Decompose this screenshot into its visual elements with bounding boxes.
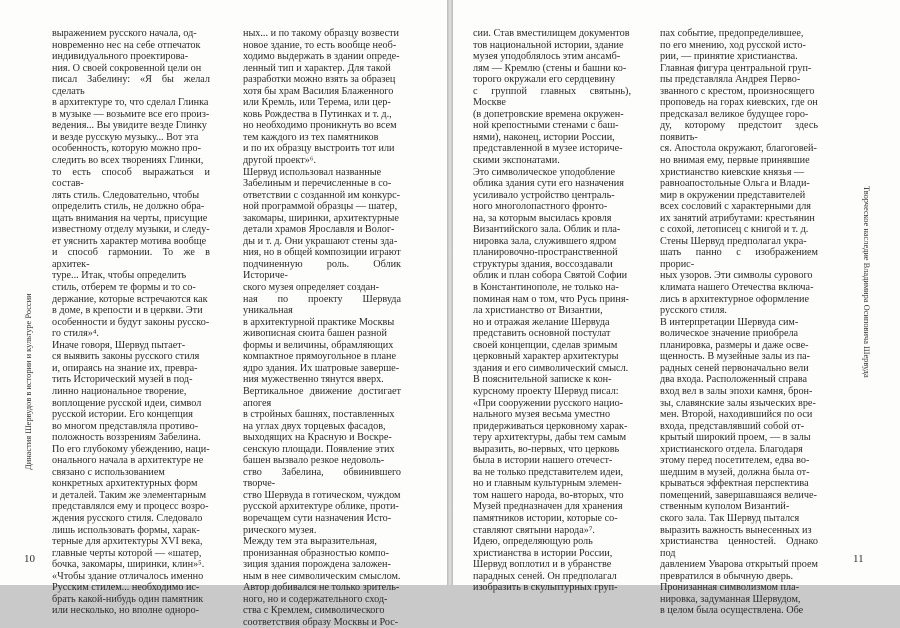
text-line: щать внимания на черты, присущие <box>52 212 208 224</box>
text-line: выразить, во-первых, что церковь <box>473 443 620 455</box>
text-line: ла христианство от Византии, <box>473 305 603 317</box>
text-line: главные черты которой — «шатер, <box>52 547 202 559</box>
text-line: волическое значение приобрела <box>660 328 799 340</box>
text-line: два входа. Расположенный справа <box>660 374 808 386</box>
text-line: лишь использовать формы, харак- <box>52 524 200 536</box>
text-line: В интерпретации Шервуда сим- <box>660 316 799 328</box>
text-line: но внимая ему, первые принявшие <box>660 155 810 167</box>
text-line: ство Забелина, обвинившего творче- <box>243 466 401 490</box>
text-line: другой проект»⁶. <box>243 155 316 167</box>
text-line: русской архитектуре облике, проти- <box>243 501 399 513</box>
text-line: проповедь на горах киевских, где он <box>660 97 818 109</box>
text-line: планировка, размеры и даже осве- <box>660 339 809 351</box>
text-line: званного с крестом, произносящего <box>660 85 815 97</box>
text-line: представленной в музее историче- <box>473 143 623 155</box>
text-line: с сохой, летописец с книгой и т. д. <box>660 224 809 236</box>
text-line: была в истории нашего отечест- <box>473 455 613 467</box>
text-line: превратился в обычную дверь. <box>660 570 794 582</box>
text-line: Между тем эта выразительная, <box>243 536 377 548</box>
right-page-number: 11 <box>853 553 864 565</box>
text-line: индивидуального проектирова- <box>52 51 189 63</box>
text-line: планировочно-пространственной <box>473 247 618 259</box>
text-line: ся выявить законы русского стиля <box>52 351 200 363</box>
text-line: шедшим в музей, должна была от- <box>660 466 810 478</box>
text-line: лям — Кремлю (стены и башни ко- <box>473 62 627 74</box>
right-column-1 <box>473 28 631 594</box>
text-line: парадных сеней. Он предполагал <box>473 570 617 582</box>
text-line: компактное прямоугольное в плане <box>243 351 396 363</box>
text-line: воплощение русской идеи, символ <box>52 397 202 409</box>
text-line: давлением Уварова открытый проем <box>660 559 818 571</box>
text-line: по его мнению, ход русской исто- <box>660 39 806 51</box>
text-line: Забелиным и перечисленные в со- <box>243 178 392 190</box>
text-line: и способ гармонии. То же в архитек- <box>52 247 210 270</box>
text-line: том нашего народа, во-вторых, что <box>473 489 624 501</box>
text-line: го стиля»⁴. <box>52 328 99 340</box>
text-line: нального музея весьма уместно <box>473 409 611 421</box>
text-line: в музыке — возьмите все его произ- <box>52 108 210 120</box>
text-line: лись в архитектурное оформление <box>660 293 810 305</box>
text-line: крытый широкий проем, — в залы <box>660 432 811 444</box>
text-line: формы и величины, обрамляющих <box>243 339 394 351</box>
text-line: бочка, закомары, ширинки, клин»⁵. <box>52 559 205 571</box>
text-line: башен вызвало резкое недоволь- <box>243 455 385 467</box>
text-line: ядро здания. Их шатровые заверше- <box>243 362 400 374</box>
text-line: на углах двух торцевых фасадов, <box>243 420 386 432</box>
text-line: нировка, задуманная Шервудом, <box>660 593 801 605</box>
text-line: воречащем сути назначения Исто- <box>243 512 392 524</box>
text-line: или несколько, но вполне одноро- <box>52 605 200 617</box>
text-line: мен. Второй, находившийся по оси <box>660 409 813 421</box>
text-line: линно национальное творение, <box>52 385 187 397</box>
text-line: ся. Апостола окружают, благоговей- <box>660 143 817 155</box>
text-line: но и главным культурным элемен- <box>473 478 622 490</box>
text-line: ния, но в общей композиции играют <box>243 247 401 259</box>
text-line: в Константинополе, не только на- <box>473 282 619 294</box>
text-line: сенскую площади. Появление этих <box>243 443 395 455</box>
text-line: Стены Шервуд предполагал укра- <box>660 235 807 247</box>
text-line: усиливало устройство централь- <box>473 189 615 201</box>
text-line: «Чтобы здание отличалось именно <box>52 570 204 582</box>
text-line: ного многолопастного фронто- <box>473 201 608 213</box>
text-line: ным в нее символическим смыслом. <box>243 570 401 582</box>
text-line: туре... Итак, чтобы определить <box>52 270 187 282</box>
text-line: церковный характер архитектуры <box>473 351 619 363</box>
text-line: По его глубокому убеждению, наци- <box>52 443 210 455</box>
left-page-number: 10 <box>24 553 35 565</box>
text-line: разработки можно взять за образец <box>243 74 396 86</box>
text-line: живописная сюита башен разной <box>243 328 387 340</box>
text-line: климата нашего Отечества включа- <box>660 282 814 294</box>
text-line: закомары, ширинки, архитектурные <box>243 212 399 224</box>
text-line: онального начала в архитектуре не <box>52 455 204 467</box>
text-line: ния. О своей сокровенной цели он <box>52 62 202 74</box>
text-line: христианского отдела. Благодаря <box>660 443 803 455</box>
left-column-2 <box>243 28 401 628</box>
text-line: в целом была осуществлена. Обе <box>660 605 804 617</box>
right-column-2 <box>660 28 818 617</box>
text-line: брать какой-нибудь один памятник <box>52 593 204 605</box>
text-line: вход вел в залы эпохи камня, брон- <box>660 385 813 397</box>
text-line: ная по проекту Шервуда уникальная <box>243 293 401 317</box>
text-line: ду, которому предстоит здесь появить- <box>660 120 818 143</box>
text-line: помещений, завершавшаяся величе- <box>660 489 817 501</box>
text-line: выходящих на Красную и Воскре- <box>243 432 392 444</box>
text-line: рического музея. <box>243 524 317 536</box>
text-line: Русским стилем... необходимо ис- <box>52 582 200 594</box>
text-line: придерживаться церковному харак- <box>473 420 628 432</box>
text-line: новременно нес на себе отпечаток <box>52 39 201 51</box>
text-line: тов национальной истории, здание <box>473 39 624 51</box>
text-line: Вертикальное движение достигает апогея <box>243 385 401 409</box>
text-line: ной программой образцы — шатер, <box>243 201 398 213</box>
text-line: христианства ценностей. Однако под <box>660 536 818 559</box>
text-line: памятников истории, которые со- <box>473 512 618 524</box>
text-line: облик и план собора Святой Софии <box>473 270 628 282</box>
text-line: их занятий атрибутами: крестьянин <box>660 212 815 224</box>
text-line: ственным куполом Византий- <box>660 501 790 513</box>
text-line: Иначе говоря, Шервуд пытает- <box>52 339 186 351</box>
text-line: представлялся ему и процесс возро- <box>52 501 209 513</box>
text-line: конкретных архитектурных форм <box>52 478 198 490</box>
text-line: то есть способ выражаться и состав- <box>52 166 210 190</box>
text-line: торого окружали его сердцевину <box>473 74 616 86</box>
text-line: новое здание, то есть вообще необ- <box>243 39 397 51</box>
text-line: облика здания сути его назначения <box>473 178 624 190</box>
text-line: ных... и по такому образцу возвести <box>243 28 400 39</box>
text-line: мир в окружении представителей <box>660 189 806 201</box>
text-line: и деталей. Таким же элементарным <box>52 489 207 501</box>
text-line: здания и его символический смысл. <box>473 362 629 374</box>
text-line: представить основной постулат <box>473 328 611 340</box>
text-line: терные для архитектуры XVI века, <box>52 536 203 548</box>
text-line: особенности и будут законы русско- <box>52 316 210 328</box>
text-line: пы представляла Андрея Перво- <box>660 74 801 86</box>
text-line: и, опираясь на знание их, превра- <box>52 362 198 374</box>
text-line: писал Забелину: «Я бы желал сделать <box>52 74 210 97</box>
text-line: детали храмов Ярославля и Волог- <box>243 224 395 236</box>
text-line: предсказал великое будущее горо- <box>660 108 809 120</box>
text-line: ного, но и содержательного сход- <box>243 593 388 605</box>
text-line: крываться эффектная перспектива <box>660 478 809 490</box>
text-line: христианство киевские князья — <box>660 166 805 178</box>
text-line: в доме, в крепости и в церкви. Эти <box>52 305 203 317</box>
text-line: хотя бы храм Василия Блаженного <box>243 85 394 97</box>
left-running-head: Династия Шервудов в истории и культуре России <box>24 293 33 470</box>
text-line: ства с Кремлем, символического <box>243 605 385 617</box>
text-line: Шервуд использовал названные <box>243 166 382 178</box>
text-line: определить стиль, не должно обра- <box>52 201 205 213</box>
text-line: ведения... Вы увидите везде Глинку <box>52 120 207 132</box>
text-line: ство Шервуда в готическом, чуждом <box>243 489 401 501</box>
text-line: (в допетровские времена окружен- <box>473 108 624 120</box>
text-line: шать панно с изображением прорис- <box>660 247 818 270</box>
text-line: положность воззрениям Забелина. <box>52 432 201 444</box>
text-line: ет уяснить характер мотива вообще <box>52 235 207 247</box>
text-line: ленный тип и характер. Для такой <box>243 62 391 74</box>
text-line: ва не только представителем идеи, <box>473 466 624 478</box>
text-line: поминая нам о том, что Русь приня- <box>473 293 629 305</box>
text-line: ния мужественно тянутся вверх. <box>243 374 384 386</box>
text-line: русской истории. Его концепция <box>52 409 193 421</box>
text-line: стиль, отберем те формы и то со- <box>52 282 196 294</box>
text-line: но необходимо проникнуть во всем <box>243 120 397 132</box>
text-line: скими экспонатами. <box>473 155 560 167</box>
text-line: известному отделу музыки, и следу- <box>52 224 210 236</box>
text-line: во многом представляла противо- <box>52 420 199 432</box>
text-line: на, за которым высилась кровля <box>473 212 612 224</box>
text-line: ждения русского стиля. Следовало <box>52 512 203 524</box>
text-line: соответствия образу Москвы и Рос- <box>243 616 399 628</box>
text-line: следить во всех творениях Глинки, <box>52 155 204 167</box>
text-line: тем каждого из тех памятников <box>243 131 379 143</box>
text-line: равноапостольные Ольга и Влади- <box>660 178 810 190</box>
text-line: нями), наконец, истории России, <box>473 131 615 143</box>
text-line: Главная фигура центральной груп- <box>660 62 812 74</box>
text-line: зы, славянские залы языческих вре- <box>660 397 816 409</box>
right-page <box>453 0 900 617</box>
text-line: в архитектурной практике Москвы <box>243 316 395 328</box>
text-line: особенность, которую можно про- <box>52 143 201 155</box>
text-line: пронизанная образностью компо- <box>243 547 389 559</box>
text-line: подчиненную роль. Облик Историче- <box>243 258 401 282</box>
text-line: своей концепции, сделав зримым <box>473 339 618 351</box>
text-line: ского зала. Так Шервуд пытался <box>660 512 800 524</box>
text-line: держание, которые встречаются как <box>52 293 208 305</box>
left-page <box>0 0 447 628</box>
text-line: входа, представлявший собой от- <box>660 420 805 432</box>
text-line: нировка зала, служившего ядром <box>473 235 617 247</box>
text-line: теру архитектуры, дабы тем самым <box>473 432 627 444</box>
text-line: в архитектуре то, что сделал Глинка <box>52 97 209 109</box>
text-line: Шервуд воплотил и в убранстве <box>473 559 612 571</box>
text-line: этому перед посетителем, едва во- <box>660 455 810 467</box>
text-line: структуры здания, воссоздавали <box>473 258 613 270</box>
text-line: ского музея определяет создан- <box>243 282 379 294</box>
text-line: ной крепостными стенами с баш- <box>473 120 619 132</box>
text-line: Византийского зала. Облик и пла- <box>473 224 621 236</box>
text-line: Музей предназначен для хранения <box>473 501 623 513</box>
text-line: с группой главных святынь), Москве <box>473 85 631 109</box>
text-line: христианства в истории России, <box>473 547 613 559</box>
text-line: В пояснительной записке к кон- <box>473 374 612 386</box>
text-line: зиция здания порождена заложен- <box>243 559 391 571</box>
text-line: Пронизанная символизмом пла- <box>660 582 799 594</box>
text-line: изобразить в скульптурных груп- <box>473 582 618 594</box>
text-line: связано с использованием <box>52 466 165 478</box>
text-line: или Кремль, или Терема, или цер- <box>243 97 391 109</box>
right-running-head: Творческое наследие Владимира Осиповича Шервуда <box>862 186 871 378</box>
text-line: русского стиля. <box>660 305 727 317</box>
text-line: выражением русского начала, од- <box>52 28 197 39</box>
text-line: рии, — принятие христианства. <box>660 51 798 63</box>
text-line: ответствии с созданной им конкурс- <box>243 189 401 201</box>
text-line: ды и т. д. Они украшают стены зда- <box>243 235 398 247</box>
text-line: Автор добивался не только зритель- <box>243 582 400 594</box>
text-line: но и отражая желание Шервуда <box>473 316 610 328</box>
text-line: пах событие, предопределившее, <box>660 28 804 39</box>
text-line: ковь Рождества в Путинках и т. д., <box>243 108 392 120</box>
text-line: тить Исторический музей в под- <box>52 374 193 386</box>
text-line: «При сооружении русского нацио- <box>473 397 624 409</box>
text-line: ставляют святыни народа»⁷. <box>473 524 595 536</box>
text-line: ходимо выдержать в здании опреде- <box>243 51 400 63</box>
text-line: и по их образцу выстроить тот или <box>243 143 395 155</box>
text-line: выразить важность вынесенных из <box>660 524 812 536</box>
text-line: Это символическое уподобление <box>473 166 616 178</box>
text-line: музея уподоблялось этим ансамб- <box>473 51 621 63</box>
text-line: радных сеней первоначально вели <box>660 362 809 374</box>
text-line: лять стиль. Следовательно, чтобы <box>52 189 200 201</box>
text-line: сии. Став вместилищем документов <box>473 28 630 39</box>
text-line: и везде русскую музыку... Вот эта <box>52 131 199 143</box>
text-line: щенность. В музейные залы из па- <box>660 351 811 363</box>
text-line: курсному проекту Шервуд писал: <box>473 385 619 397</box>
text-line: ных узоров. Эти символы сурового <box>660 270 813 282</box>
left-column-1 <box>52 28 210 617</box>
text-line: всех сословий с характерными для <box>660 201 811 213</box>
text-line: в стройных башнях, поставленных <box>243 409 395 421</box>
text-line: Идею, определяющую роль <box>473 536 593 548</box>
